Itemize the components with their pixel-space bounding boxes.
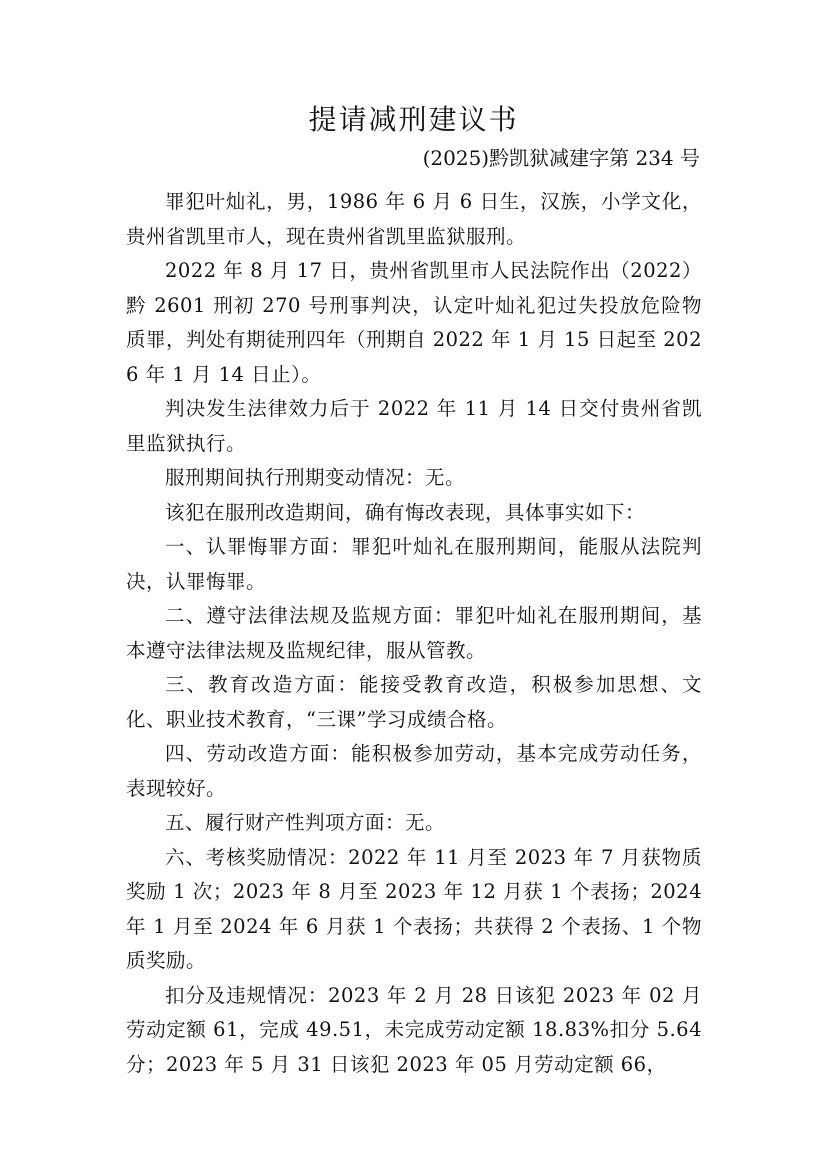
- paragraph-labor: 四、劳动改造方面：能积极参加劳动，基本完成劳动任务，表现较好。: [126, 742, 702, 800]
- paragraph-admit-guilt: 一、认罪悔罪方面：罪犯叶灿礼在服刑期间，能服从法院判决，认罪悔罪。: [126, 535, 702, 593]
- paragraph-deductions: 扣分及违规情况：2023 年 2 月 28 日该犯 2023 年 02 月劳动定额 61，完成 49.51，未完成劳动定额 18.83%扣分 5.64 分；2023 年 5 月 31 日该犯 2023 年 05 月劳动定额 66，: [126, 983, 702, 1076]
- paragraph-obey-rules: 二、遵守法律法规及监规方面：罪犯叶灿礼在服刑期间，基本遵守法律法规及监规纪律，服从管教。: [126, 604, 702, 662]
- document-title: 提请减刑建议书: [308, 103, 519, 136]
- document-body: [126, 185, 702, 1082]
- paragraph-education: 三、教育改造方面：能接受教育改造，积极参加思想、文化、职业技术教育，“三课”学习成绩合格。: [126, 673, 702, 731]
- paragraph-property: 五、履行财产性判项方面：无。: [165, 811, 446, 834]
- paragraph-delivery: 判决发生法律效力后于 2022 年 11 月 14 日交付贵州省凯里监狱执行。: [126, 397, 702, 455]
- paragraph-judgment: 2022 年 8 月 17 日，贵州省凯里市人民法院作出（2022）黔 2601 刑初 270 号刑事判决，认定叶灿礼犯过失投放危险物质罪，判处有期徒刑四年（刑期自 2022 年 1 月 15 日起至 2026 年 1 月 14 日止）。: [126, 259, 702, 386]
- document-number: (2025)黔凯狱减建字第 234 号: [422, 146, 700, 170]
- paragraph-criminal-info: 罪犯叶灿礼，男，1986 年 6 月 6 日生，汉族，小学文化，贵州省凯里市人，现在贵州省凯里监狱服刑。: [126, 190, 702, 248]
- paragraph-sentence-change: 服刑期间执行刑期变动情况：无。: [165, 466, 466, 489]
- paragraph-rewards: 六、考核奖励情况：2022 年 11 月至 2023 年 7 月获物质奖励 1 次；2023 年 8 月至 2023 年 12 月获 1 个表扬；2024 年 1 月至 2024 年 6 月获 1 个表扬；共获得 2 个表扬、1 个物质奖励。: [126, 845, 702, 972]
- paragraph-repentance-intro: 该犯在服刑改造期间，确有悔改表现，具体事实如下：: [165, 500, 646, 524]
